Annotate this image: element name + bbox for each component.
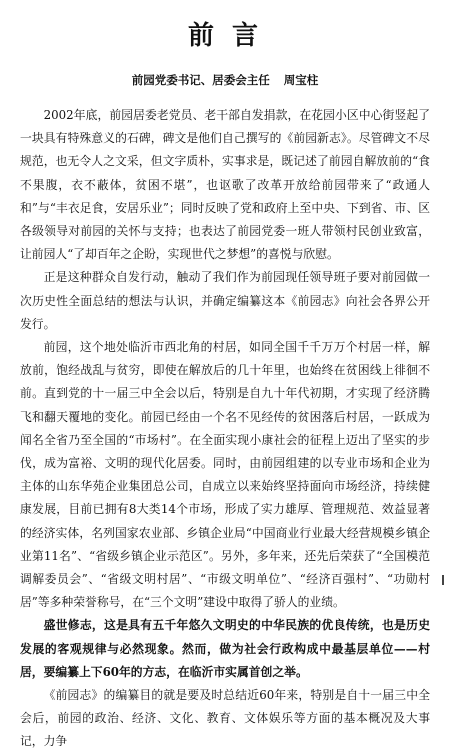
- paragraph: 《前园志》的编纂目的就是要及时总结近60年来，特别是自十一届三中全会后，前园的政治、经济、文化、教育、文体娱乐等方面的基本概况及大事记，力争: [20, 688, 430, 749]
- author-role: 前园党委书记、居委会主任: [131, 73, 270, 87]
- paragraph: 前园，这个地处临沂市西北角的村居，如同全国千千万万个村居一样，解放前，饱经战乱与贫穷，即使在解放后的几十年里，也始终在贫困线上徘徊不前。直到党的十一届三中全会以后，特别是自九十年代初期，才实现了经济腾飞和翻天覆地的变化。前园已经由一个名不见经传的贫困落后村居，一跃成为闻名全省乃至全国的“市场村”。在全面实现小康社会的征程上迈出了坚实的步伐，成为富裕、文明的现代化居委。同时，由前园组建的以专业市场和企业为主体的山东华苑企业集团总公司，自成立以来始终坚持面向市场经济，持续健康发展，目前已拥有8大类14个市场，形成了实力雄厚、管理规范、效益显著的经济实体，名列国家农业部、乡镇企业局“中国商业行业最大经营规模乡镇企业第11名”、“省级乡镇企业示范区”。另外，多年来，还先后荣获了“全国模范调解委员会”、“省级文明村居”、“市级文明单位”、“经济百强村”、“功勋村居”等多种荣誉称号，在“三个文明”建设中取得了骄人的业绩。: [20, 340, 430, 610]
- page-title: 前言: [187, 21, 276, 51]
- paragraph: 2002年底，前园居委老党员、老干部自发捐款，在花园小区中心街竖起了一块具有特殊意义的石碑，碑文是他们自己撰写的《前园新志》。尽管碑文不尽规范，也无令人之文采，但文字质朴，实事求是，既记述了前园自解放前的“食不果腹，衣不蔽体，贫困不堪”，也讴歌了改革开放给前园带来了“政通人和”与“丰衣足食，安居乐业”；同时反映了党和政府上至中央、下到省、市、区各级领导对前园的关怀与支持；也表达了前园党委一班人带领村民创业致富，让前园人“了却百年之企盼，实现世代之梦想”的喜悦与欣慰。: [20, 108, 430, 262]
- author-byline: [20, 72, 430, 88]
- paragraph: 盛世修志，这是具有五千年悠久文明史的中华民族的优良传统，也是历史发展的客观规律与必然现象。然而，做为社会行政构成中最基层单位——村居，要编纂上下60年的方志，在临沂市实属首创之举。: [20, 618, 430, 679]
- paragraph: 正是这种群众自发行动，触动了我们作为前园现任领导班子要对前园做一次历史性全面总结的想法与认识，并确定编纂这本《前园志》向社会各界公开发行。: [20, 270, 430, 331]
- page-edge-mark: [442, 575, 444, 585]
- author-name: 周宝柱: [283, 73, 319, 87]
